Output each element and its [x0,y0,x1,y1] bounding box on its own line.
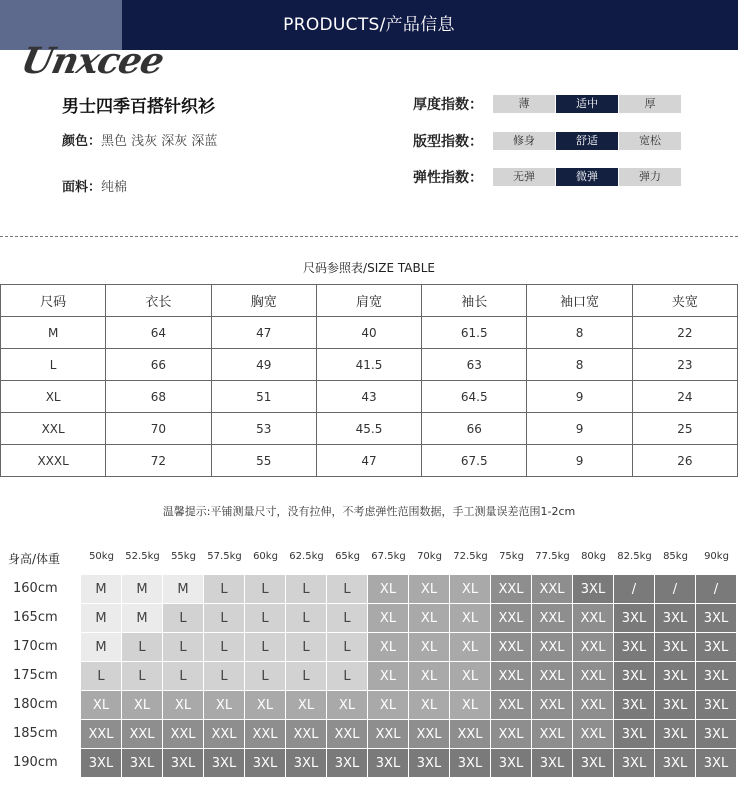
table-cell: 26 [632,445,737,477]
index-option: 宽松 [619,132,682,150]
size-cell: L [81,662,122,691]
size-table-body [1,317,738,477]
size-cell: 3XL [532,749,573,778]
size-cell: XXL [409,720,450,749]
table-row [1,349,738,381]
index-options [493,95,682,115]
size-cell: 3XL [409,749,450,778]
size-table-header [1,285,738,317]
size-cell: XXL [573,662,614,691]
index-options [493,168,682,188]
size-cell: L [286,604,327,633]
size-cell: XL [450,604,491,633]
size-cell: L [286,662,327,691]
size-cell: L [327,633,368,662]
size-cell: L [245,604,286,633]
size-cell: L [204,575,245,604]
weight-header: 60kg [253,551,278,562]
table-cell: 66 [422,413,527,445]
table-cell: 64 [106,317,211,349]
header-cell: 袖口宽 [527,285,632,317]
table-cell: XXL [1,413,106,445]
size-cell: 3XL [696,662,737,691]
size-cell: XXL [573,633,614,662]
index-label: 厚度指数： [413,97,483,113]
index-option: 修身 [493,132,556,150]
size-cell: / [696,575,737,604]
size-cell: XL [450,633,491,662]
size-cell: XXL [532,575,573,604]
size-cell: XL [450,691,491,720]
size-cell: XXL [491,575,532,604]
height-label: 175cm [13,668,58,683]
table-cell: 53 [211,413,316,445]
size-cell: XXL [532,720,573,749]
size-cell: / [614,575,655,604]
size-cell: L [122,633,163,662]
size-cell: 3XL [450,749,491,778]
size-cell: 3XL [655,691,696,720]
size-cell: 3XL [204,749,245,778]
size-cell: XXL [573,691,614,720]
table-cell: 23 [632,349,737,381]
table-cell: 63 [422,349,527,381]
material-label: 面料： [62,180,102,195]
size-cell: L [163,604,204,633]
size-cell: M [122,604,163,633]
size-cell: 3XL [122,749,163,778]
index-option: 无弹 [493,168,556,186]
table-cell: 8 [527,349,632,381]
weight-header: 85kg [663,551,688,562]
size-cell: XL [450,575,491,604]
weight-header: 70kg [417,551,442,562]
size-cell: XXL [532,604,573,633]
header-cell: 胸宽 [211,285,316,317]
size-cell: L [204,662,245,691]
size-cell: 3XL [286,749,327,778]
size-cell: L [245,575,286,604]
size-cell: 3XL [573,575,614,604]
section-divider [0,236,738,237]
weight-header: 67.5kg [371,551,406,562]
size-cell: L [327,575,368,604]
size-cell: 3XL [163,749,204,778]
size-cell: 3XL [655,662,696,691]
size-cell: 3XL [696,749,737,778]
table-row [1,445,738,477]
size-cell: 3XL [614,691,655,720]
size-cell: XXL [122,720,163,749]
table-cell: 61.5 [422,317,527,349]
weight-header: 55kg [171,551,196,562]
size-cell: 3XL [327,749,368,778]
index-option-selected: 适中 [556,95,619,113]
size-cell: L [286,633,327,662]
header-cell: 尺码 [1,285,106,317]
weight-header: 80kg [581,551,606,562]
header-cell: 夹宽 [632,285,737,317]
size-cell: XL [81,691,122,720]
table-row [1,413,738,445]
size-cell: XXL [204,720,245,749]
header-cell: 衣长 [106,285,211,317]
table-cell: 70 [106,413,211,445]
size-cell: L [204,604,245,633]
height-label: 190cm [13,755,58,770]
index-label: 弹性指数： [413,170,483,186]
size-cell: XXL [450,720,491,749]
size-cell: XL [368,633,409,662]
size-cell: XXL [491,604,532,633]
height-label: 160cm [13,581,58,596]
size-cell: L [245,633,286,662]
weight-header: 62.5kg [289,551,324,562]
size-cell: XL [122,691,163,720]
table-cell: 51 [211,381,316,413]
measurement-note: 温馨提示:平铺测量尺寸，没有拉伸，不考虑弹性范围数据，手工测量误差范围1-2cm [162,505,576,518]
size-cell: 3XL [245,749,286,778]
size-cell: L [163,633,204,662]
size-cell: 3XL [614,604,655,633]
weight-header: 57.5kg [207,551,242,562]
weight-header: 50kg [89,551,114,562]
size-cell: XL [163,691,204,720]
size-cell: M [81,604,122,633]
weight-header: 52.5kg [125,551,160,562]
size-cell: L [204,633,245,662]
size-cell: XL [409,633,450,662]
size-cell: XL [368,575,409,604]
table-cell: 9 [527,445,632,477]
table-cell: 55 [211,445,316,477]
product-colors [62,130,217,149]
table-cell: 9 [527,381,632,413]
table-cell: XXXL [1,445,106,477]
table-row [1,317,738,349]
index-label: 版型指数： [413,134,483,150]
size-cell: XL [245,691,286,720]
color-values: 黑色 浅灰 深灰 深蓝 [101,134,218,149]
size-cell: M [81,633,122,662]
table-cell: 66 [106,349,211,381]
table-cell: 47 [211,317,316,349]
header-title: PRODUCTS/产品信息 [283,15,455,35]
height-label: 165cm [13,610,58,625]
size-cell: XL [286,691,327,720]
weight-header: 90kg [704,551,729,562]
size-cell: XXL [286,720,327,749]
size-cell: XXL [245,720,286,749]
table-cell: 68 [106,381,211,413]
index-option-selected: 微弹 [556,168,619,186]
size-cell: 3XL [81,749,122,778]
index-option: 薄 [493,95,556,113]
size-cell: 3XL [614,720,655,749]
size-cell: 3XL [655,604,696,633]
size-cell: XL [368,662,409,691]
product-material [62,176,127,195]
size-cell: 3XL [573,749,614,778]
size-cell: XL [368,604,409,633]
size-cell: XL [368,691,409,720]
size-cell: L [245,662,286,691]
size-table [0,284,738,477]
size-cell: 3XL [614,633,655,662]
table-cell: 22 [632,317,737,349]
size-cell: XXL [532,691,573,720]
size-cell: XXL [491,662,532,691]
grid-corner-label: 身高/体重 [8,552,61,566]
size-cell: 3XL [696,720,737,749]
size-cell: XXL [491,633,532,662]
size-cell: L [163,662,204,691]
table-cell: 43 [316,381,421,413]
size-cell: M [81,575,122,604]
size-cell: 3XL [614,749,655,778]
size-cell: XL [409,662,450,691]
size-cell: 3XL [696,604,737,633]
size-cell: XL [409,575,450,604]
index-options [493,132,682,152]
size-cell: XL [450,662,491,691]
height-label: 185cm [13,726,58,741]
weight-header: 82.5kg [617,551,652,562]
size-cell: L [327,604,368,633]
table-cell: M [1,317,106,349]
material-value: 纯棉 [101,180,128,195]
index-option: 弹力 [619,168,682,186]
weight-header: 75kg [499,551,524,562]
table-cell: 49 [211,349,316,381]
size-cell: XL [409,691,450,720]
size-cell: M [122,575,163,604]
table-cell: L [1,349,106,381]
size-cell: 3XL [368,749,409,778]
size-cell: XXL [532,633,573,662]
size-cell: L [122,662,163,691]
index-option: 厚 [619,95,682,113]
size-cell: XL [204,691,245,720]
table-cell: 25 [632,413,737,445]
size-cell: XL [327,691,368,720]
table-cell: 72 [106,445,211,477]
size-cell: 3XL [614,662,655,691]
table-cell: 41.5 [316,349,421,381]
table-cell: 40 [316,317,421,349]
table-cell: 24 [632,381,737,413]
table-row [1,381,738,413]
size-cell: XXL [491,691,532,720]
weight-header: 72.5kg [453,551,488,562]
size-table-title: 尺码参照表/SIZE TABLE [303,261,435,275]
size-cell: 3XL [696,691,737,720]
size-cell: M [163,575,204,604]
table-cell: 47 [316,445,421,477]
size-cell: 3XL [655,749,696,778]
table-cell: 9 [527,413,632,445]
table-cell: 45.5 [316,413,421,445]
size-cell: XXL [491,720,532,749]
size-cell: XXL [81,720,122,749]
size-cell: / [655,575,696,604]
weight-header: 77.5kg [535,551,570,562]
size-cell: XXL [573,720,614,749]
size-cell: XXL [327,720,368,749]
size-cell: L [286,575,327,604]
height-label: 170cm [13,639,58,654]
table-cell: 67.5 [422,445,527,477]
size-cell: XXL [573,604,614,633]
table-cell: 8 [527,317,632,349]
color-label: 颜色： [62,134,102,149]
size-cell: 3XL [655,633,696,662]
header-cell: 袖长 [422,285,527,317]
table-cell: XL [1,381,106,413]
size-cell: XXL [368,720,409,749]
size-cell: XXL [532,662,573,691]
size-cell: 3XL [696,633,737,662]
size-cell: XL [409,604,450,633]
product-name: 男士四季百搭针织衫 [62,97,215,117]
table-cell: 64.5 [422,381,527,413]
size-cell: 3XL [655,720,696,749]
size-cell: 3XL [491,749,532,778]
index-option-selected: 舒适 [556,132,619,150]
size-cell: XXL [163,720,204,749]
height-label: 180cm [13,697,58,712]
weight-header: 65kg [335,551,360,562]
header-cell: 肩宽 [316,285,421,317]
size-cell: L [327,662,368,691]
brand-logo: Unxcee [17,40,168,82]
